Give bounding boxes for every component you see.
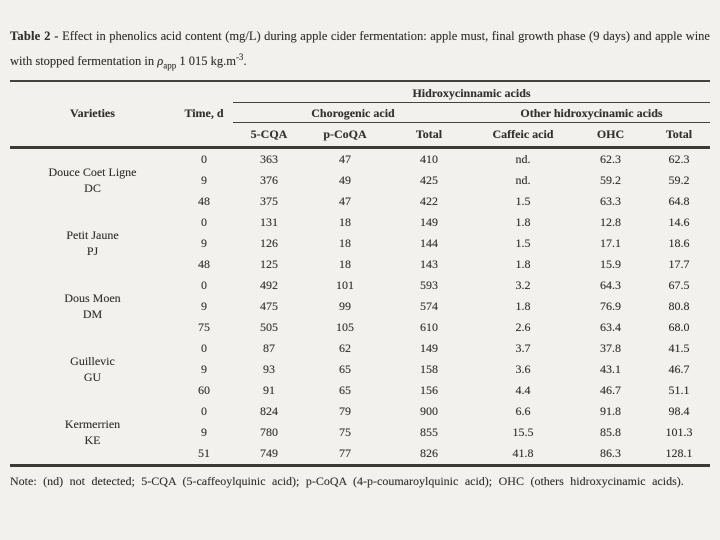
value-cell: 6.6 <box>515 403 531 418</box>
value-cell: 85.8 <box>600 424 621 439</box>
value-cell: 375 <box>260 193 278 208</box>
value-cell: 149 <box>420 214 438 229</box>
value-cell: 144 <box>420 235 438 250</box>
value-cell: 492 <box>260 277 278 292</box>
value-cell: 1.5 <box>515 235 531 250</box>
value-cell: 143 <box>420 256 438 271</box>
header-chorogenic: Chorogenic acid <box>233 102 473 122</box>
time-cell: 0 <box>201 151 207 166</box>
value-cell: 780 <box>260 424 278 439</box>
header-varieties: Varieties <box>70 106 115 121</box>
value-cell: 93 <box>263 361 275 376</box>
time-cell: 0 <box>201 403 207 418</box>
table-body <box>10 147 710 465</box>
header-hidroxycinnamic: Hidroxycinnamic acids <box>233 81 710 103</box>
value-cell: 156 <box>420 382 438 397</box>
header-caffeic: Caffeic acid <box>492 126 554 141</box>
density-value: 1 015 kg.m <box>176 54 236 69</box>
value-cell: 15.9 <box>600 256 621 271</box>
density-exponent: -3 <box>235 52 244 62</box>
value-cell: 18.6 <box>668 235 690 250</box>
variety-name: Petit Jaune <box>66 228 119 243</box>
time-cell: 48 <box>198 193 210 208</box>
variety-name: Kermerrien <box>64 417 121 432</box>
header-total-2: Total <box>665 126 693 141</box>
value-cell: 125 <box>260 256 278 271</box>
variety-cell <box>10 338 175 401</box>
value-cell: 75 <box>339 424 351 439</box>
value-cell: 64.8 <box>668 193 690 208</box>
value-cell: 3.2 <box>515 277 531 292</box>
value-cell: 855 <box>420 424 438 439</box>
value-cell: 86.3 <box>600 445 621 460</box>
header-row-subgroups <box>10 102 710 122</box>
table-note: Note: (nd) not detected; 5-CQA (5-caffeoylquinic acid); p-CoQA (4-p-coumaroylquinic acid); OHC (others hidroxycinamic acids). <box>10 473 684 488</box>
header-time: Time, d <box>184 106 224 121</box>
value-cell: 149 <box>420 340 438 355</box>
value-cell: 62 <box>339 340 351 355</box>
variety-cell <box>10 212 175 275</box>
table-row <box>10 401 710 422</box>
value-cell: 51.1 <box>668 382 690 397</box>
value-cell: 593 <box>420 277 438 292</box>
value-cell: 91 <box>263 382 275 397</box>
caption-period: . <box>243 54 247 69</box>
time-cell: 9 <box>201 235 207 250</box>
value-cell: 59.2 <box>600 172 621 187</box>
value-cell: 79 <box>339 403 351 418</box>
value-cell: 67.5 <box>668 277 690 292</box>
header-other-acids: Other hidroxycinamic acids <box>473 102 710 122</box>
value-cell: 59.2 <box>668 172 690 187</box>
table-row <box>10 212 710 233</box>
phenolics-table <box>10 80 710 467</box>
variety-abbr: DC <box>84 181 101 196</box>
value-cell: 376 <box>260 172 278 187</box>
header-row-columns <box>10 122 710 147</box>
value-cell: 574 <box>420 298 438 313</box>
value-cell: 49 <box>339 172 351 187</box>
time-cell: 60 <box>198 382 210 397</box>
value-cell: 98.4 <box>668 403 690 418</box>
value-cell: 3.7 <box>515 340 531 355</box>
variety-abbr: PJ <box>86 244 99 259</box>
value-cell: 41.5 <box>668 340 690 355</box>
header-total-1: Total <box>415 126 443 141</box>
value-cell: 63.3 <box>600 193 621 208</box>
value-cell: 505 <box>260 319 278 334</box>
value-cell: 46.7 <box>600 382 621 397</box>
density-subscript: app <box>163 60 177 71</box>
time-cell: 75 <box>198 319 210 334</box>
value-cell: 101.3 <box>665 424 693 439</box>
header-5cqa: 5-CQA <box>250 126 288 141</box>
value-cell: 126 <box>260 235 278 250</box>
header-row-group <box>10 81 710 103</box>
value-cell: 101 <box>336 277 354 292</box>
table-row <box>10 338 710 359</box>
time-cell: 51 <box>198 445 210 460</box>
value-cell: 62.3 <box>668 151 690 166</box>
variety-name: Dous Moen <box>64 291 121 306</box>
value-cell: 610 <box>420 319 438 334</box>
table-caption-label: Table 2 - <box>10 29 59 43</box>
variety-name: Guillevic <box>70 354 115 369</box>
value-cell: 47 <box>339 151 351 166</box>
value-cell: 1.8 <box>515 214 531 229</box>
variety-abbr: DM <box>82 307 103 322</box>
value-cell: 18 <box>339 214 351 229</box>
value-cell: 900 <box>420 403 438 418</box>
value-cell: 68.0 <box>668 319 690 334</box>
value-cell: 65 <box>339 361 351 376</box>
density-symbol: ρ <box>157 54 164 69</box>
value-cell: 15.5 <box>512 424 534 439</box>
value-cell: nd. <box>515 151 531 166</box>
value-cell: 18 <box>339 256 351 271</box>
time-cell: 9 <box>201 172 207 187</box>
value-cell: 91.8 <box>600 403 621 418</box>
value-cell: 41.8 <box>512 445 534 460</box>
time-cell: 48 <box>198 256 210 271</box>
time-cell: 9 <box>201 424 207 439</box>
value-cell: 64.3 <box>600 277 621 292</box>
value-cell: 749 <box>260 445 278 460</box>
variety-abbr: KE <box>84 433 101 448</box>
header-empty-1 <box>10 122 175 147</box>
variety-cell <box>10 147 175 212</box>
value-cell: 824 <box>260 403 278 418</box>
value-cell: 76.9 <box>600 298 621 313</box>
header-spacer <box>10 81 233 103</box>
value-cell: 37.8 <box>600 340 621 355</box>
value-cell: 46.7 <box>668 361 690 376</box>
value-cell: 425 <box>420 172 438 187</box>
time-cell: 9 <box>201 298 207 313</box>
table-row <box>10 147 710 170</box>
header-pcoqa: p-CoQA <box>323 126 367 141</box>
time-cell: 0 <box>201 214 207 229</box>
value-cell: 87 <box>263 340 275 355</box>
value-cell: 99 <box>339 298 351 313</box>
value-cell: 18 <box>339 235 351 250</box>
value-cell: 422 <box>420 193 438 208</box>
variety-name: Douce Coet Ligne <box>48 165 137 180</box>
variety-cell <box>10 401 175 466</box>
time-cell: 9 <box>201 361 207 376</box>
variety-abbr: GU <box>83 370 102 385</box>
value-cell: 47 <box>339 193 351 208</box>
value-cell: 14.6 <box>668 214 690 229</box>
value-cell: 4.4 <box>515 382 531 397</box>
value-cell: 105 <box>336 319 354 334</box>
time-cell: 0 <box>201 277 207 292</box>
value-cell: 80.8 <box>668 298 690 313</box>
header-ohc: OHC <box>596 126 625 141</box>
value-cell: 363 <box>260 151 278 166</box>
value-cell: 158 <box>420 361 438 376</box>
value-cell: 475 <box>260 298 278 313</box>
table-caption <box>10 26 710 77</box>
table-header <box>10 81 710 148</box>
value-cell: 3.6 <box>515 361 531 376</box>
value-cell: 62.3 <box>600 151 621 166</box>
table-row <box>10 275 710 296</box>
value-cell: 1.8 <box>515 256 531 271</box>
value-cell: 1.8 <box>515 298 531 313</box>
table-caption-text: Effect in phenolics acid content (mg/L) during apple cider fermentation: apple must, final growth phase (9 days) and apple wine with stopped fermentation in <box>10 29 710 69</box>
value-cell: 2.6 <box>515 319 531 334</box>
value-cell: 12.8 <box>600 214 621 229</box>
value-cell: 1.5 <box>515 193 531 208</box>
value-cell: 410 <box>420 151 438 166</box>
time-cell: 0 <box>201 340 207 355</box>
value-cell: 17.7 <box>668 256 690 271</box>
value-cell: 826 <box>420 445 438 460</box>
value-cell: 131 <box>260 214 278 229</box>
value-cell: 63.4 <box>600 319 621 334</box>
variety-cell <box>10 275 175 338</box>
header-empty-2 <box>175 122 233 147</box>
value-cell: nd. <box>515 172 531 187</box>
value-cell: 65 <box>339 382 351 397</box>
value-cell: 77 <box>339 445 351 460</box>
value-cell: 128.1 <box>665 445 693 460</box>
value-cell: 43.1 <box>600 361 621 376</box>
value-cell: 17.1 <box>600 235 621 250</box>
